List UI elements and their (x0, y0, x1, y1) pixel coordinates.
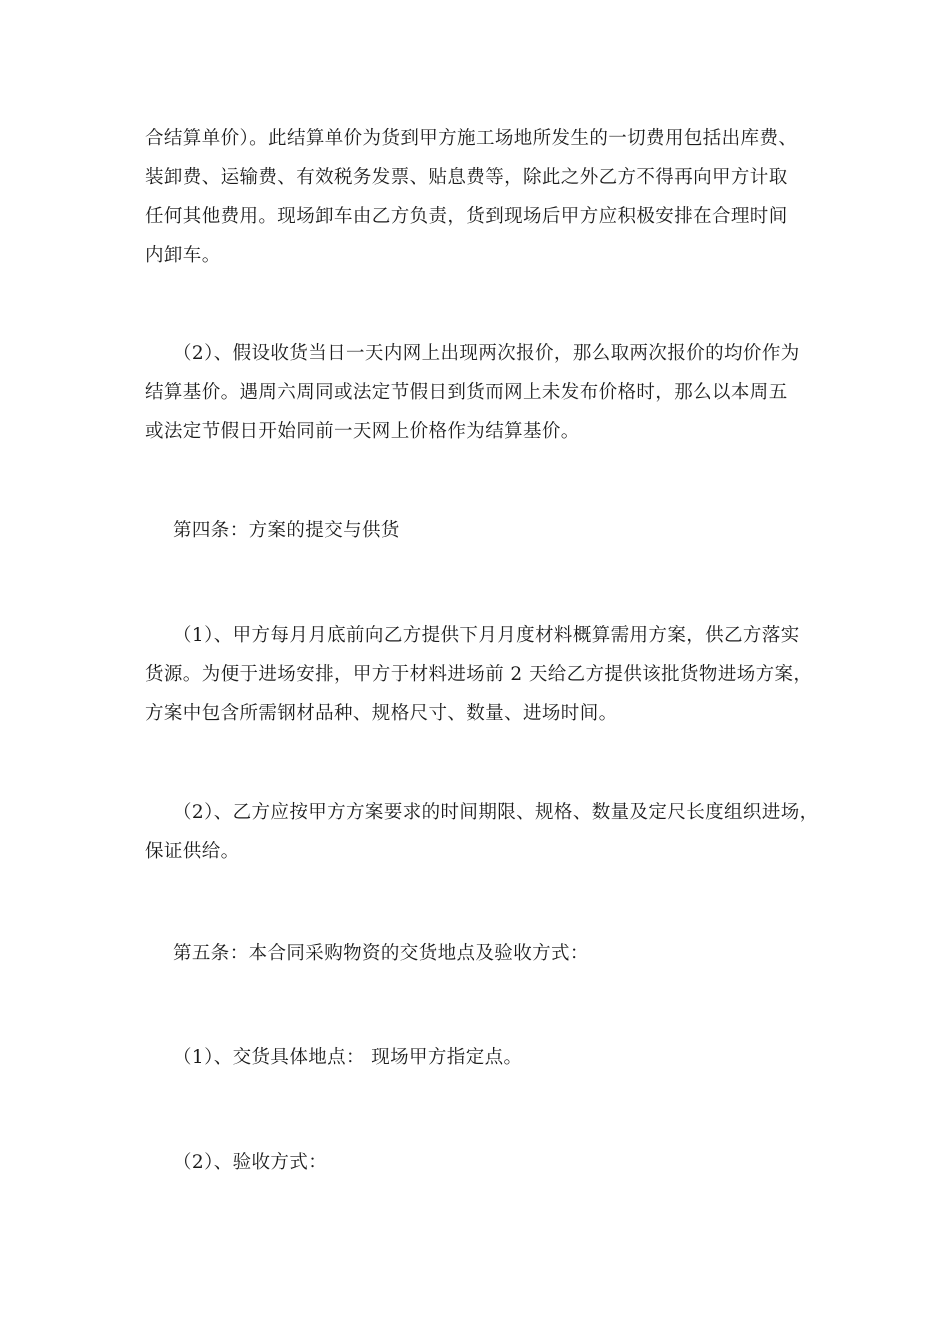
text-line: 货源。为便于进场安排，甲方于材料进场前 2 天给乙方提供该批货物进场方案， (145, 664, 813, 685)
text-line: 方案中包含所需钢材品种、规格尺寸、数量、进场时间。 (145, 703, 618, 724)
text-line: （1）、甲方每月月底前向乙方提供下月月度材料概算需用方案，供乙方落实 (173, 625, 800, 646)
text-line: 内卸车。 (145, 245, 221, 266)
text-line: 或法定节假日开始同前一天网上价格作为结算基价。 (145, 421, 580, 442)
text-line: 结算基价。遇周六周同或法定节假日到货而网上未发布价格时，那么以本周五 (145, 382, 788, 403)
text-line: 合结算单价）。此结算单价为货到甲方施工场地所发生的一切费用包括出库费、 (145, 128, 798, 149)
paragraph-article-4-item-1 (145, 616, 825, 733)
paragraph-clause-3-item-2 (145, 334, 825, 451)
paragraph-article-4-item-2 (145, 793, 825, 871)
text-line: （2）、假设收货当日一天内网上出现两次报价，那么取两次报价的均价作为 (173, 343, 800, 364)
text-line: 保证供给。 (145, 841, 240, 862)
paragraph-article-5-item-2 (145, 1143, 825, 1182)
heading-line: 第四条：方案的提交与供货 (173, 520, 400, 541)
text-line: 装卸费、运输费、有效税务发票、贴息费等，除此之外乙方不得再向甲方计取 (145, 167, 788, 188)
article-4-heading (145, 511, 825, 550)
article-5-heading (145, 934, 825, 973)
paragraph-article-5-item-1 (145, 1038, 825, 1077)
text-line: （2）、乙方应按甲方方案要求的时间期限、规格、数量及定尺长度组织进场， (173, 802, 819, 823)
heading-line: 第五条：本合同采购物资的交货地点及验收方式： (173, 943, 589, 964)
text-line: 任何其他费用。现场卸车由乙方负责，货到现场后甲方应积极安排在合理时间 (145, 206, 788, 227)
text-line: （2）、验收方式： (173, 1152, 328, 1173)
text-line: （1）、交货具体地点： 现场甲方指定点。 (173, 1047, 523, 1068)
paragraph-settlement-price-continuation (145, 119, 825, 275)
